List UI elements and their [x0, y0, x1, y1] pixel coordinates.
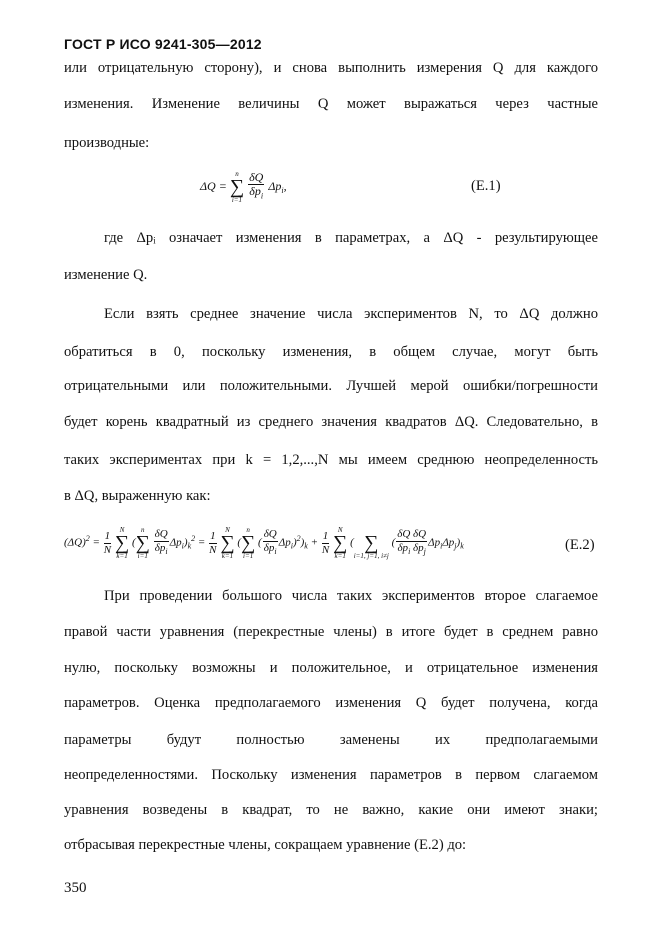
text-line: где Δpᵢ означает изменения в параметрах, а ΔQ - результирующее — [104, 230, 598, 246]
text-line: изменение Q. — [64, 267, 148, 283]
text-line: отбрасывая перекрестные члены, сокращаем уравнение (E.2) до: — [64, 837, 467, 853]
page-header: ГОСТ Р ИСО 9241-305—2012 — [64, 36, 262, 52]
equation-e2: $(\Delta Q)^2$ = $\frac{1}{N}$ N ∑ k=1 ( n ∑ i=1 $\frac{\delta Q}{\delta p_i}$ $\Delta p_i)_k^2$ = $\frac{1}{N}$ N ∑ k=1 ( n ∑ i=1 ( $\frac{\delta Q}{\delta p_i}$ $\Delta p_i)^2)_k$ + $\frac{1}{N}$ N ∑ k=1 ( ∑ i=1, j=1, i≠j ( $\frac{\text{δQ δQ}}{\delta p_i \delta p_j}$ $\Delta p_i\Delta p_j)_k$ — [64, 526, 464, 560]
text-line: обратиться в 0, поскольку изменения, в общем случае, могут быть — [64, 344, 598, 360]
text-line: уравнения возведены в квадрат, то не важно, какие они имеют знаки; — [64, 802, 598, 818]
text-line: параметров. Оценка предполагаемого изменения Q будет получена, когда — [64, 695, 598, 711]
text-line: отрицательными или положительными. Лучшей мерой ошибки/погрешности — [64, 378, 598, 394]
text-line: параметры будут полностью заменены их предполагаемыми — [64, 732, 598, 748]
equation-number: (E.1) — [471, 178, 501, 194]
text-line: неопределенностями. Поскольку изменения параметров в первом слагаемом — [64, 767, 598, 783]
text-line: Если взять среднее значение числа экспериментов N, то ΔQ должно — [104, 306, 598, 322]
text-line: в ΔQ, выраженную как: — [64, 488, 211, 504]
text-line: будет корень квадратный из среднего значения квадратов ΔQ. Следовательно, в — [64, 414, 598, 430]
equation-e1: ΔQ = n ∑ i=1 $\frac{\delta Q}{\delta p_i}$ $\Delta p_i$, — [200, 170, 287, 204]
text-line: нулю, поскольку возможны и положительное, и отрицательное изменения — [64, 660, 598, 676]
text-line: производные: — [64, 135, 150, 151]
equation-number: (E.2) — [565, 537, 595, 553]
text-line: или отрицательную сторону), и снова выполнить измерения Q для каждого — [64, 60, 598, 76]
page-number: 350 — [64, 880, 87, 896]
text-line: таких экспериментах при k = 1,2,...,N мы имеем среднюю неопределенность — [64, 452, 598, 468]
text-line: При проведении большого числа таких экспериментов второе слагаемое — [104, 588, 598, 604]
text-line: правой части уравнения (перекрестные члены) в итоге будет в среднем равно — [64, 624, 598, 640]
text-line: изменения. Изменение величины Q может выражаться через частные — [64, 96, 598, 112]
